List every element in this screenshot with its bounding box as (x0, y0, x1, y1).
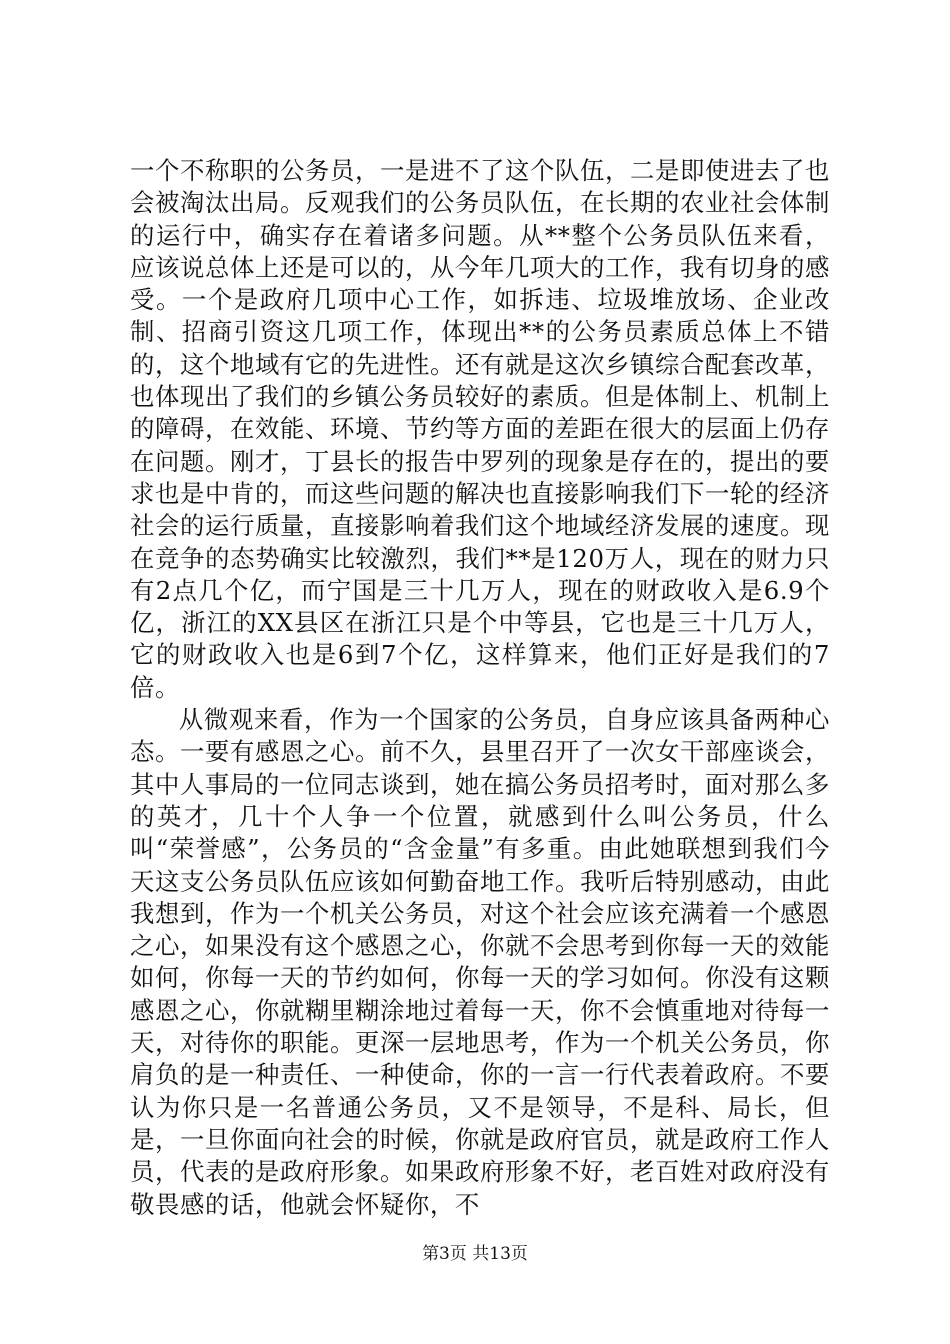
paragraph-2: 从微观来看，作为一个国家的公务员，自身应该具备两种心态。一要有感恩之心。前不久，县里召开了一次女干部座谈会，其中人事局的一位同志谈到，她在搞公务员招考时，面对那么多的英才，几十个人争一个位置，就感到什么叫公务员，什么叫“荣誉感”，公务员的“含金量”有多重。由此她联想到我们今天这支公务员队伍应该如何勤奋地工作。我听后特别感动，由此我想到，作为一个机关公务员，对这个社会应该充满着一个感恩之心，如果没有这个感恩之心，你就不会思考到你每一天的效能如何，你每一天的节约如何，你每一天的学习如何。你没有这颗感恩之心，你就糊里糊涂地过着每一天，你不会慎重地对待每一天，对待你的职能。更深一层地思考，作为一个机关公务员，你肩负的是一种责任、一种使命，你的一言一行代表着政府。不要认为你只是一名普通公务员，又不是领导，不是科、局长，但是，一旦你面向社会的时候，你就是政府官员，就是政府工作人员，代表的是政府形象。如果政府形象不好，老百姓对政府没有敬畏感的话，他就会怀疑你，不 (130, 705, 830, 1219)
page-number-label: 第3页 共13页 (422, 1244, 528, 1264)
page-footer (0, 1243, 950, 1265)
paragraph-1: 一个不称职的公务员，一是进不了这个队伍，二是即使进去了也会被淘汰出局。反观我们的公务员队伍，在长期的农业社会体制的运行中，确实存在着诸多问题。从**整个公务员队伍来看，应该说总体上还是可以的，从今年几项大的工作，我有切身的感受。一个是政府几项中心工作，如拆违、垃圾堆放场、企业改制、招商引资这几项工作，体现出**的公务员素质总体上不错的，这个地域有它的先进性。还有就是这次乡镇综合配套改革，也体现出了我们的乡镇公务员较好的素质。但是体制上、机制上的障碍，在效能、环境、节约等方面的差距在很大的层面上仍存在问题。刚才，丁县长的报告中罗列的现象是存在的，提出的要求也是中肯的，而这些问题的解决也直接影响我们下一轮的经济社会的运行质量，直接影响着我们这个地域经济发展的速度。现在竞争的态势确实比较激烈，我们**是120万人，现在的财力只有2点几个亿，而宁国是三十几万人，现在的财政收入是6.9个亿，浙江的XX县区在浙江只是个中等县，它也是三十几万人，它的财政收入也是6到7个亿，这样算来，他们正好是我们的7倍。 (130, 156, 830, 702)
document-body (130, 155, 830, 1221)
